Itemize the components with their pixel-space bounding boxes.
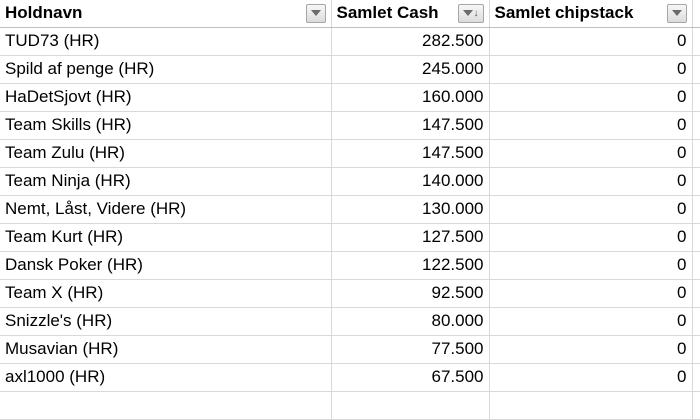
empty-cell[interactable]: [692, 139, 700, 167]
empty-cell[interactable]: [692, 391, 700, 419]
table-row: [0, 195, 700, 223]
table-row: [0, 167, 700, 195]
cell-chipstack[interactable]: 0: [489, 111, 692, 139]
cell-name[interactable]: Nemt, Låst, Videre (HR): [0, 195, 331, 223]
empty-cell[interactable]: [692, 195, 700, 223]
cell-cash[interactable]: 147.500: [331, 139, 489, 167]
cell-chipstack[interactable]: 0: [489, 223, 692, 251]
cell-cash[interactable]: 67.500: [331, 363, 489, 391]
table-row: [0, 111, 700, 139]
table-row: [0, 223, 700, 251]
cell-name[interactable]: Dansk Poker (HR): [0, 251, 331, 279]
cell-name[interactable]: Snizzle's (HR): [0, 307, 331, 335]
table-row: [0, 251, 700, 279]
cell-cash[interactable]: 122.500: [331, 251, 489, 279]
cell-name[interactable]: Spild af penge (HR): [0, 55, 331, 83]
header-cell-chipstack[interactable]: [489, 0, 692, 27]
cell-cash[interactable]: 92.500: [331, 279, 489, 307]
cell-name[interactable]: Team X (HR): [0, 279, 331, 307]
header-label-cash: Samlet Cash: [336, 3, 439, 23]
sort-descending-icon[interactable]: ↓: [458, 4, 484, 23]
table-row: [0, 279, 700, 307]
cell-chipstack[interactable]: 0: [489, 307, 692, 335]
cell-name[interactable]: Musavian (HR): [0, 335, 331, 363]
empty-cell[interactable]: [331, 391, 489, 419]
header-row: [0, 0, 700, 27]
empty-cell[interactable]: [692, 223, 700, 251]
cell-chipstack[interactable]: 0: [489, 167, 692, 195]
empty-cell[interactable]: [692, 27, 700, 55]
cell-name[interactable]: axl1000 (HR): [0, 363, 331, 391]
table-row: [0, 139, 700, 167]
empty-cell[interactable]: [692, 279, 700, 307]
header-cell-cash[interactable]: [331, 0, 489, 27]
cell-cash[interactable]: 245.000: [331, 55, 489, 83]
table-row: [0, 391, 700, 419]
filter-dropdown-icon[interactable]: [667, 4, 687, 23]
cell-chipstack[interactable]: 0: [489, 335, 692, 363]
cell-name[interactable]: Team Kurt (HR): [0, 223, 331, 251]
empty-cell[interactable]: [692, 111, 700, 139]
cell-cash[interactable]: 160.000: [331, 83, 489, 111]
table-row: [0, 55, 700, 83]
cell-cash[interactable]: 127.500: [331, 223, 489, 251]
empty-cell[interactable]: [0, 391, 331, 419]
cell-cash[interactable]: 80.000: [331, 307, 489, 335]
header-cell-name[interactable]: [0, 0, 331, 27]
table-row: [0, 83, 700, 111]
cell-name[interactable]: TUD73 (HR): [0, 27, 331, 55]
cell-chipstack[interactable]: 0: [489, 55, 692, 83]
cell-chipstack[interactable]: 0: [489, 279, 692, 307]
cell-chipstack[interactable]: 0: [489, 139, 692, 167]
cell-name[interactable]: Team Skills (HR): [0, 111, 331, 139]
cell-chipstack[interactable]: 0: [489, 83, 692, 111]
empty-cell[interactable]: [692, 335, 700, 363]
cell-chipstack[interactable]: 0: [489, 363, 692, 391]
empty-cell[interactable]: [489, 391, 692, 419]
empty-cell[interactable]: [692, 167, 700, 195]
header-label-chipstack: Samlet chipstack: [494, 3, 634, 23]
table-row: [0, 27, 700, 55]
cell-chipstack[interactable]: 0: [489, 195, 692, 223]
empty-cell[interactable]: [692, 55, 700, 83]
empty-cell[interactable]: [692, 251, 700, 279]
table-row: [0, 363, 700, 391]
cell-name[interactable]: Team Ninja (HR): [0, 167, 331, 195]
table-row: [0, 307, 700, 335]
cell-chipstack[interactable]: 0: [489, 27, 692, 55]
header-label-name: Holdnavn: [5, 3, 83, 23]
cell-cash[interactable]: 130.000: [331, 195, 489, 223]
empty-cell[interactable]: [692, 0, 700, 27]
cell-cash[interactable]: 282.500: [331, 27, 489, 55]
cell-cash[interactable]: 147.500: [331, 111, 489, 139]
cell-name[interactable]: HaDetSjovt (HR): [0, 83, 331, 111]
empty-cell[interactable]: [692, 83, 700, 111]
cell-chipstack[interactable]: 0: [489, 251, 692, 279]
cell-cash[interactable]: 77.500: [331, 335, 489, 363]
filter-dropdown-icon[interactable]: [306, 4, 326, 23]
table-row: [0, 335, 700, 363]
cell-name[interactable]: Team Zulu (HR): [0, 139, 331, 167]
empty-cell[interactable]: [692, 307, 700, 335]
cell-cash[interactable]: 140.000: [331, 167, 489, 195]
empty-cell[interactable]: [692, 363, 700, 391]
